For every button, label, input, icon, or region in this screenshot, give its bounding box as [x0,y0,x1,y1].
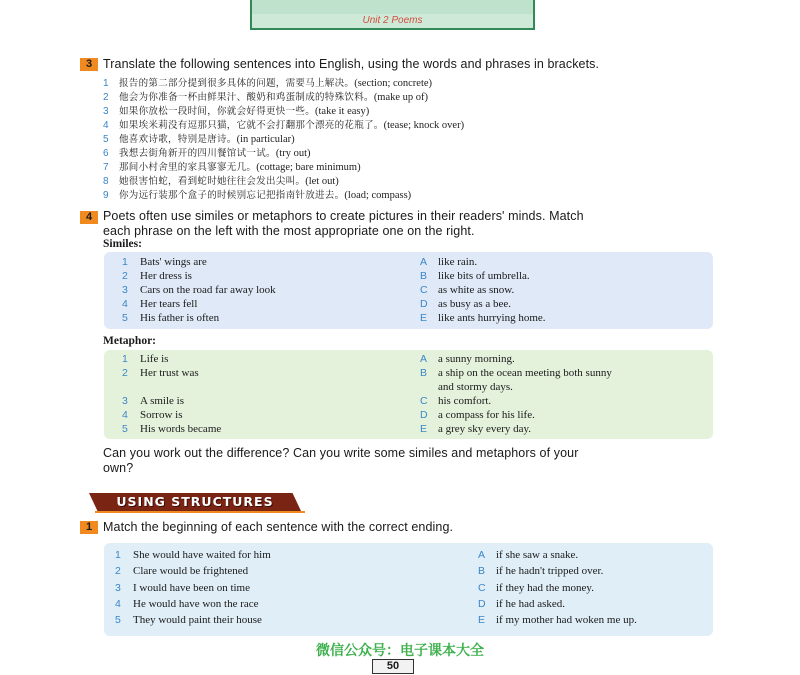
item-number: 7 [103,162,109,173]
simile-right-item [420,298,511,310]
translation-item [103,91,428,104]
item-number: 1 [103,78,109,89]
metaphor-heading: Metaphor: [103,335,157,347]
item-text: A smile is [140,395,185,407]
item-number: 5 [122,423,128,435]
item-text: Cars on the road far away look [140,284,276,296]
item-text: like bits of umbrella. [438,270,530,282]
simile-left-item [122,256,207,268]
chinese-sentence: 我想去街角新开的四川餐馆试一试。 [119,148,276,159]
item-letter: E [420,423,428,435]
item-text: His words became [140,423,222,435]
item-number: 6 [103,148,109,159]
item-letter: B [478,565,486,578]
translation-item [103,133,295,146]
bracket-hint: (section; concrete) [354,78,433,89]
bracket-hint: (take it easy) [315,106,370,117]
section-4-instruction-line2: each phrase on the left with the most appropriate one on the right. [103,224,475,238]
item-text: Her trust was [140,367,199,379]
item-number: 4 [115,597,121,610]
watermark-text: 微信公众号：电子课本大全 [316,643,484,659]
item-text: I would have been on time [133,581,250,594]
structure-left-item [115,549,271,561]
item-text: Life is [140,353,169,365]
translation-item [103,189,411,202]
bracket-hint: (try out) [275,148,311,159]
section-4-question-line2: own? [103,461,134,475]
structure-left-item [115,614,262,626]
metaphor-right-item [420,409,535,421]
item-number: 2 [115,565,121,578]
item-text: She would have waited for him [133,549,271,561]
item-number: 8 [103,176,109,187]
metaphor-right-item [420,367,612,379]
item-number: 1 [122,353,128,365]
item-letter: B [420,270,428,282]
item-text: His father is often [140,312,220,324]
structure-left-item [115,582,250,594]
section-3-number: 3 [80,58,98,71]
item-text: Sorrow is [140,409,183,421]
item-text: a grey sky every day. [438,423,532,435]
item-letter: D [478,597,486,610]
item-text: as busy as a bee. [438,298,512,310]
item-letter: C [420,284,428,296]
item-letter: B [420,367,428,379]
item-text: if he had asked. [496,597,566,610]
item-text: Her tears fell [140,298,198,310]
chinese-sentence: 她很害怕蛇，看到蛇时她往往会发出尖叫。 [119,176,306,187]
section-4-number: 4 [80,211,98,224]
bracket-hint: (in particular) [236,134,295,145]
item-number: 3 [103,106,109,117]
similes-heading: Similes: [103,238,142,250]
metaphor-right-item-continuation: and stormy days. [438,381,513,393]
section-3-instruction: Translate the following sentences into English, using the words and phrases in brackets. [103,57,600,71]
metaphor-left-item [122,395,184,407]
chinese-sentence: 如果你放松一段时间，你就会好得更快一些。 [119,106,316,117]
bracket-hint: (let out) [305,176,339,187]
item-number: 9 [103,190,109,201]
item-number: 2 [103,92,109,103]
using-structures-banner [89,491,304,513]
item-text: Clare would be frightened [133,565,249,578]
item-number: 5 [115,614,121,627]
item-number: 5 [122,312,128,324]
structure-left-item [115,598,259,610]
metaphor-left-item [122,409,182,421]
translation-item [103,175,339,188]
section-4-instruction-line1: Poets often use similes or metaphors to create pictures in their readers' minds. Match [103,209,584,223]
bracket-hint: (make up of) [373,92,429,103]
unit-title: Unit 2 Poems [362,15,423,26]
simile-right-item [420,284,514,296]
item-number: 1 [115,549,121,561]
metaphor-left-item [122,367,199,379]
item-text: a sunny morning. [438,353,515,365]
translation-item [103,77,432,90]
item-letter: A [420,353,428,365]
item-letter: E [420,312,428,324]
structures-1-number: 1 [80,521,98,534]
item-letter: D [420,298,428,310]
chinese-sentence: 他会为你准备一杯由鲜果汁、酸奶和鸡蛋制成的特殊饮料。 [119,92,374,103]
chinese-sentence: 报告的第二部分提到很多具体的问题，需要马上解决。 [119,78,355,89]
item-letter: C [478,581,486,594]
item-letter: E [478,614,486,627]
item-text: if they had the money. [496,581,594,594]
unit-banner [250,0,535,30]
metaphor-right-item [420,353,515,365]
metaphor-left-item [122,423,221,435]
simile-left-item [122,312,219,324]
item-text: if she saw a snake. [496,549,579,561]
item-number: 3 [115,581,121,594]
item-number: 2 [122,367,128,379]
structure-right-item [478,614,637,626]
translation-item [103,119,464,132]
structures-1-instruction: Match the beginning of each sentence with the correct ending. [103,520,454,534]
item-number: 4 [103,120,109,131]
metaphor-right-item [420,395,491,407]
simile-left-item [122,270,192,282]
bracket-hint: (cottage; bare minimum) [256,162,361,173]
structure-right-item [478,549,578,561]
item-text: if my mother had woken me up. [496,614,637,627]
item-letter: D [420,409,428,421]
item-number: 5 [103,134,109,145]
item-text: as white as snow. [438,284,515,296]
simile-right-item [420,256,477,268]
item-text: a compass for his life. [438,409,535,421]
structure-right-item [478,565,603,577]
item-text: like rain. [438,256,478,268]
structure-right-item [478,598,565,610]
translation-item [103,105,369,118]
item-number: 3 [122,284,128,296]
item-number: 1 [122,256,128,268]
item-text: if he hadn't tripped over. [496,565,604,578]
item-text: Bats' wings are [140,256,207,268]
bracket-hint: (tease; knock over) [383,120,465,131]
chinese-sentence: 你为远行装那个盒子的时候别忘记把指南针放进去。 [119,190,345,201]
item-text: a ship on the ocean meeting both sunny [438,367,612,379]
metaphor-left-item [122,353,168,365]
banner-underline [95,511,305,513]
item-letter: A [420,256,428,268]
simile-left-item [122,284,276,296]
chinese-sentence: 他喜欢诗歌，特别是唐诗。 [119,134,237,145]
chinese-sentence: 如果埃米莉没有逗那只猫，它就不会打翻那个漂亮的花瓶了。 [119,120,384,131]
translation-item [103,161,361,174]
simile-right-item [420,312,546,324]
item-text: his comfort. [438,395,492,407]
item-text: They would paint their house [133,614,262,627]
banner-stripe [252,0,533,14]
item-letter: A [478,549,486,561]
item-text: like ants hurrying home. [438,312,546,324]
chinese-sentence: 那间小村舍里的家具寥寥无几。 [119,162,257,173]
structure-left-item [115,565,248,577]
item-number: 3 [122,395,128,407]
item-text: He would have won the race [133,597,259,610]
simile-right-item [420,270,530,282]
simile-left-item [122,298,197,310]
page-number: 50 [372,659,414,674]
translation-item [103,147,311,160]
section-4-question-line1: Can you work out the difference? Can you write some similes and metaphors of your [103,446,579,460]
item-letter: C [420,395,428,407]
item-text: Her dress is [140,270,192,282]
bracket-hint: (load; compass) [344,190,412,201]
metaphor-right-item [420,423,531,435]
using-structures-title: USING STRUCTURES [116,494,274,509]
item-number: 2 [122,270,128,282]
item-number: 4 [122,409,128,421]
item-number: 4 [122,298,128,310]
structure-right-item [478,582,594,594]
